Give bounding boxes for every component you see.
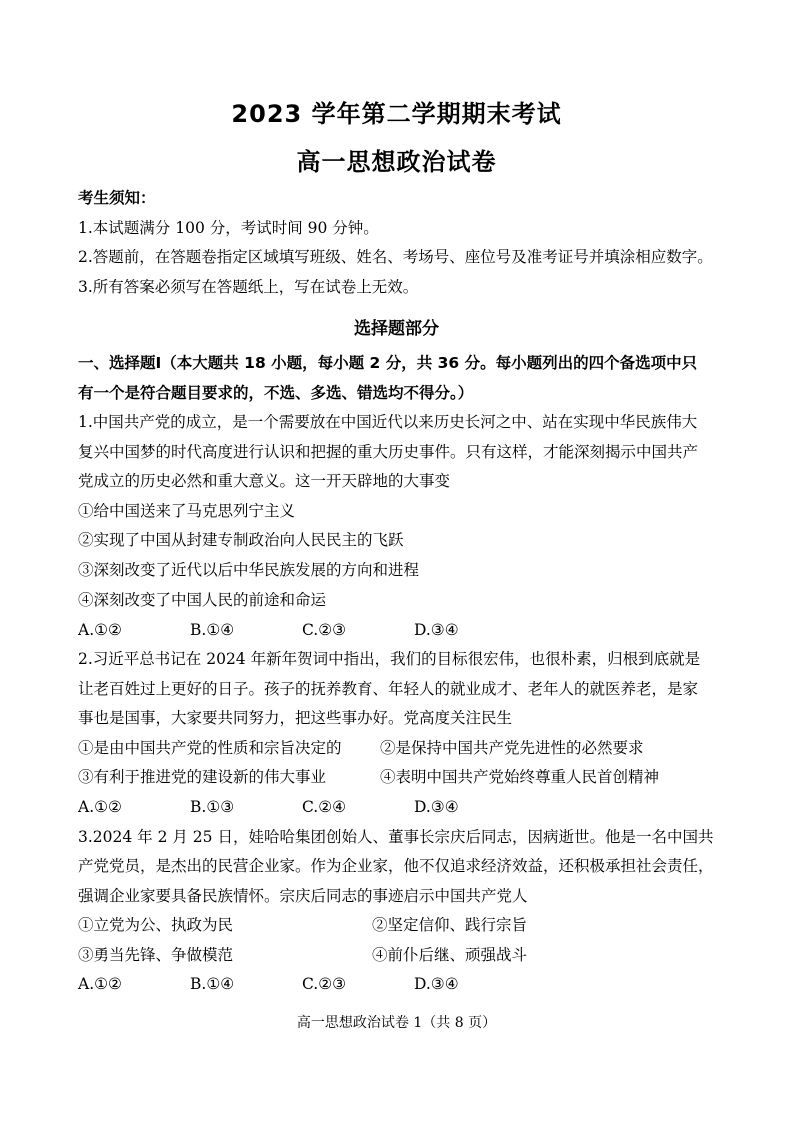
- question-option: ③有利于推进党的建设新的伟大事业: [78, 768, 327, 786]
- question-stem-line: 复兴中国梦的时代高度进行认识和把握的重大历史事件。只有这样，才能深刻揭示中国共产: [78, 443, 699, 461]
- exam-subtitle: 高一思想政治试卷: [296, 148, 497, 176]
- choice-a: A.①②: [78, 975, 122, 993]
- choice-b: B.①④: [190, 621, 235, 639]
- section-instruction: 一、选择题Ⅰ（本大题共 18 小题，每小题 2 分，共 36 分。每小题列出的四个备选项中只: [78, 354, 698, 372]
- notice-item: 1.本试题满分 100 分，考试时间 90 分钟。: [78, 219, 379, 237]
- question-option: ③勇当先锋、争做模范: [78, 946, 234, 964]
- question-option: ①是由中国共产党的性质和宗旨决定的: [78, 739, 342, 757]
- choice-d: D.③④: [414, 975, 459, 993]
- choice-d: D.③④: [414, 621, 459, 639]
- question-stem-line: 党成立的历史必然和重大意义。这一开天辟地的大事变: [78, 472, 451, 490]
- question-stem-line: 2.习近平总书记在 2024 年新年贺词中指出，我们的目标很宏伟，也很朴素，归根到底就是: [78, 650, 701, 668]
- choice-c: C.②④: [302, 798, 347, 816]
- choice-b: B.①④: [190, 975, 235, 993]
- question-option: ④深刻改变了中国人民的前途和命运: [78, 591, 327, 609]
- question-stem-line: 3.2024 年 2 月 25 日，娃哈哈集团创始人、董事长宗庆后同志，因病逝世。他是一名中国共: [78, 828, 714, 846]
- choice-b: B.①③: [190, 798, 235, 816]
- exam-title: 2023 学年第二学期期末考试: [231, 100, 562, 128]
- section-instruction: 有一个是符合题目要求的，不选、多选、错选均不得分。）: [78, 384, 474, 402]
- notice-heading: 考生须知：: [78, 189, 156, 207]
- question-stem-line: 1.中国共产党的成立，是一个需要放在中国近代以来历史长河之中、站在实现中华民族伟大: [78, 413, 698, 431]
- choice-c: C.②③: [302, 975, 347, 993]
- question-stem-line: 产党党员，是杰出的民营企业家。作为企业家，他不仅追求经济效益，还积极承担社会责任，: [78, 857, 714, 875]
- question-option: ②坚定信仰、践行宗旨: [372, 916, 528, 934]
- choice-d: D.③④: [414, 798, 459, 816]
- question-stem-line: 强调企业家要具备民族情怀。宗庆后同志的事迹启示中国共产党人: [78, 887, 528, 905]
- question-option: ②实现了中国从封建专制政治向人民民主的飞跃: [78, 531, 404, 549]
- choice-a: A.①②: [78, 621, 122, 639]
- question-option: ④表明中国共产党始终尊重人民首创精神: [380, 768, 660, 786]
- question-option: ④前仆后继、顽强战斗: [372, 946, 528, 964]
- page-footer: 高一思想政治试卷 1（共 8 页）: [296, 1015, 497, 1031]
- question-option: ③深刻改变了近代以后中华民族发展的方向和进程: [78, 561, 420, 579]
- notice-item: 2.答题前，在答题卷指定区域填写班级、姓名、考场号、座位号及准考证号并填涂相应数字。: [78, 248, 713, 266]
- question-stem-line: 让老百姓过上更好的日子。孩子的抚养教育、年轻人的就业成才、老年人的就医养老，是家: [78, 680, 699, 698]
- section-title: 选择题部分: [354, 319, 439, 339]
- choice-c: C.②③: [302, 621, 347, 639]
- question-stem-line: 事也是国事，大家要共同努力，把这些事办好。党高度关注民生: [78, 709, 513, 727]
- question-option: ②是保持中国共产党先进性的必然要求: [380, 739, 644, 757]
- question-option: ①立党为公、执政为民: [78, 916, 234, 934]
- choice-a: A.①②: [78, 798, 122, 816]
- notice-item: 3.所有答案必须写在答题纸上，写在试卷上无效。: [78, 278, 419, 296]
- question-option: ①给中国送来了马克思列宁主义: [78, 502, 296, 520]
